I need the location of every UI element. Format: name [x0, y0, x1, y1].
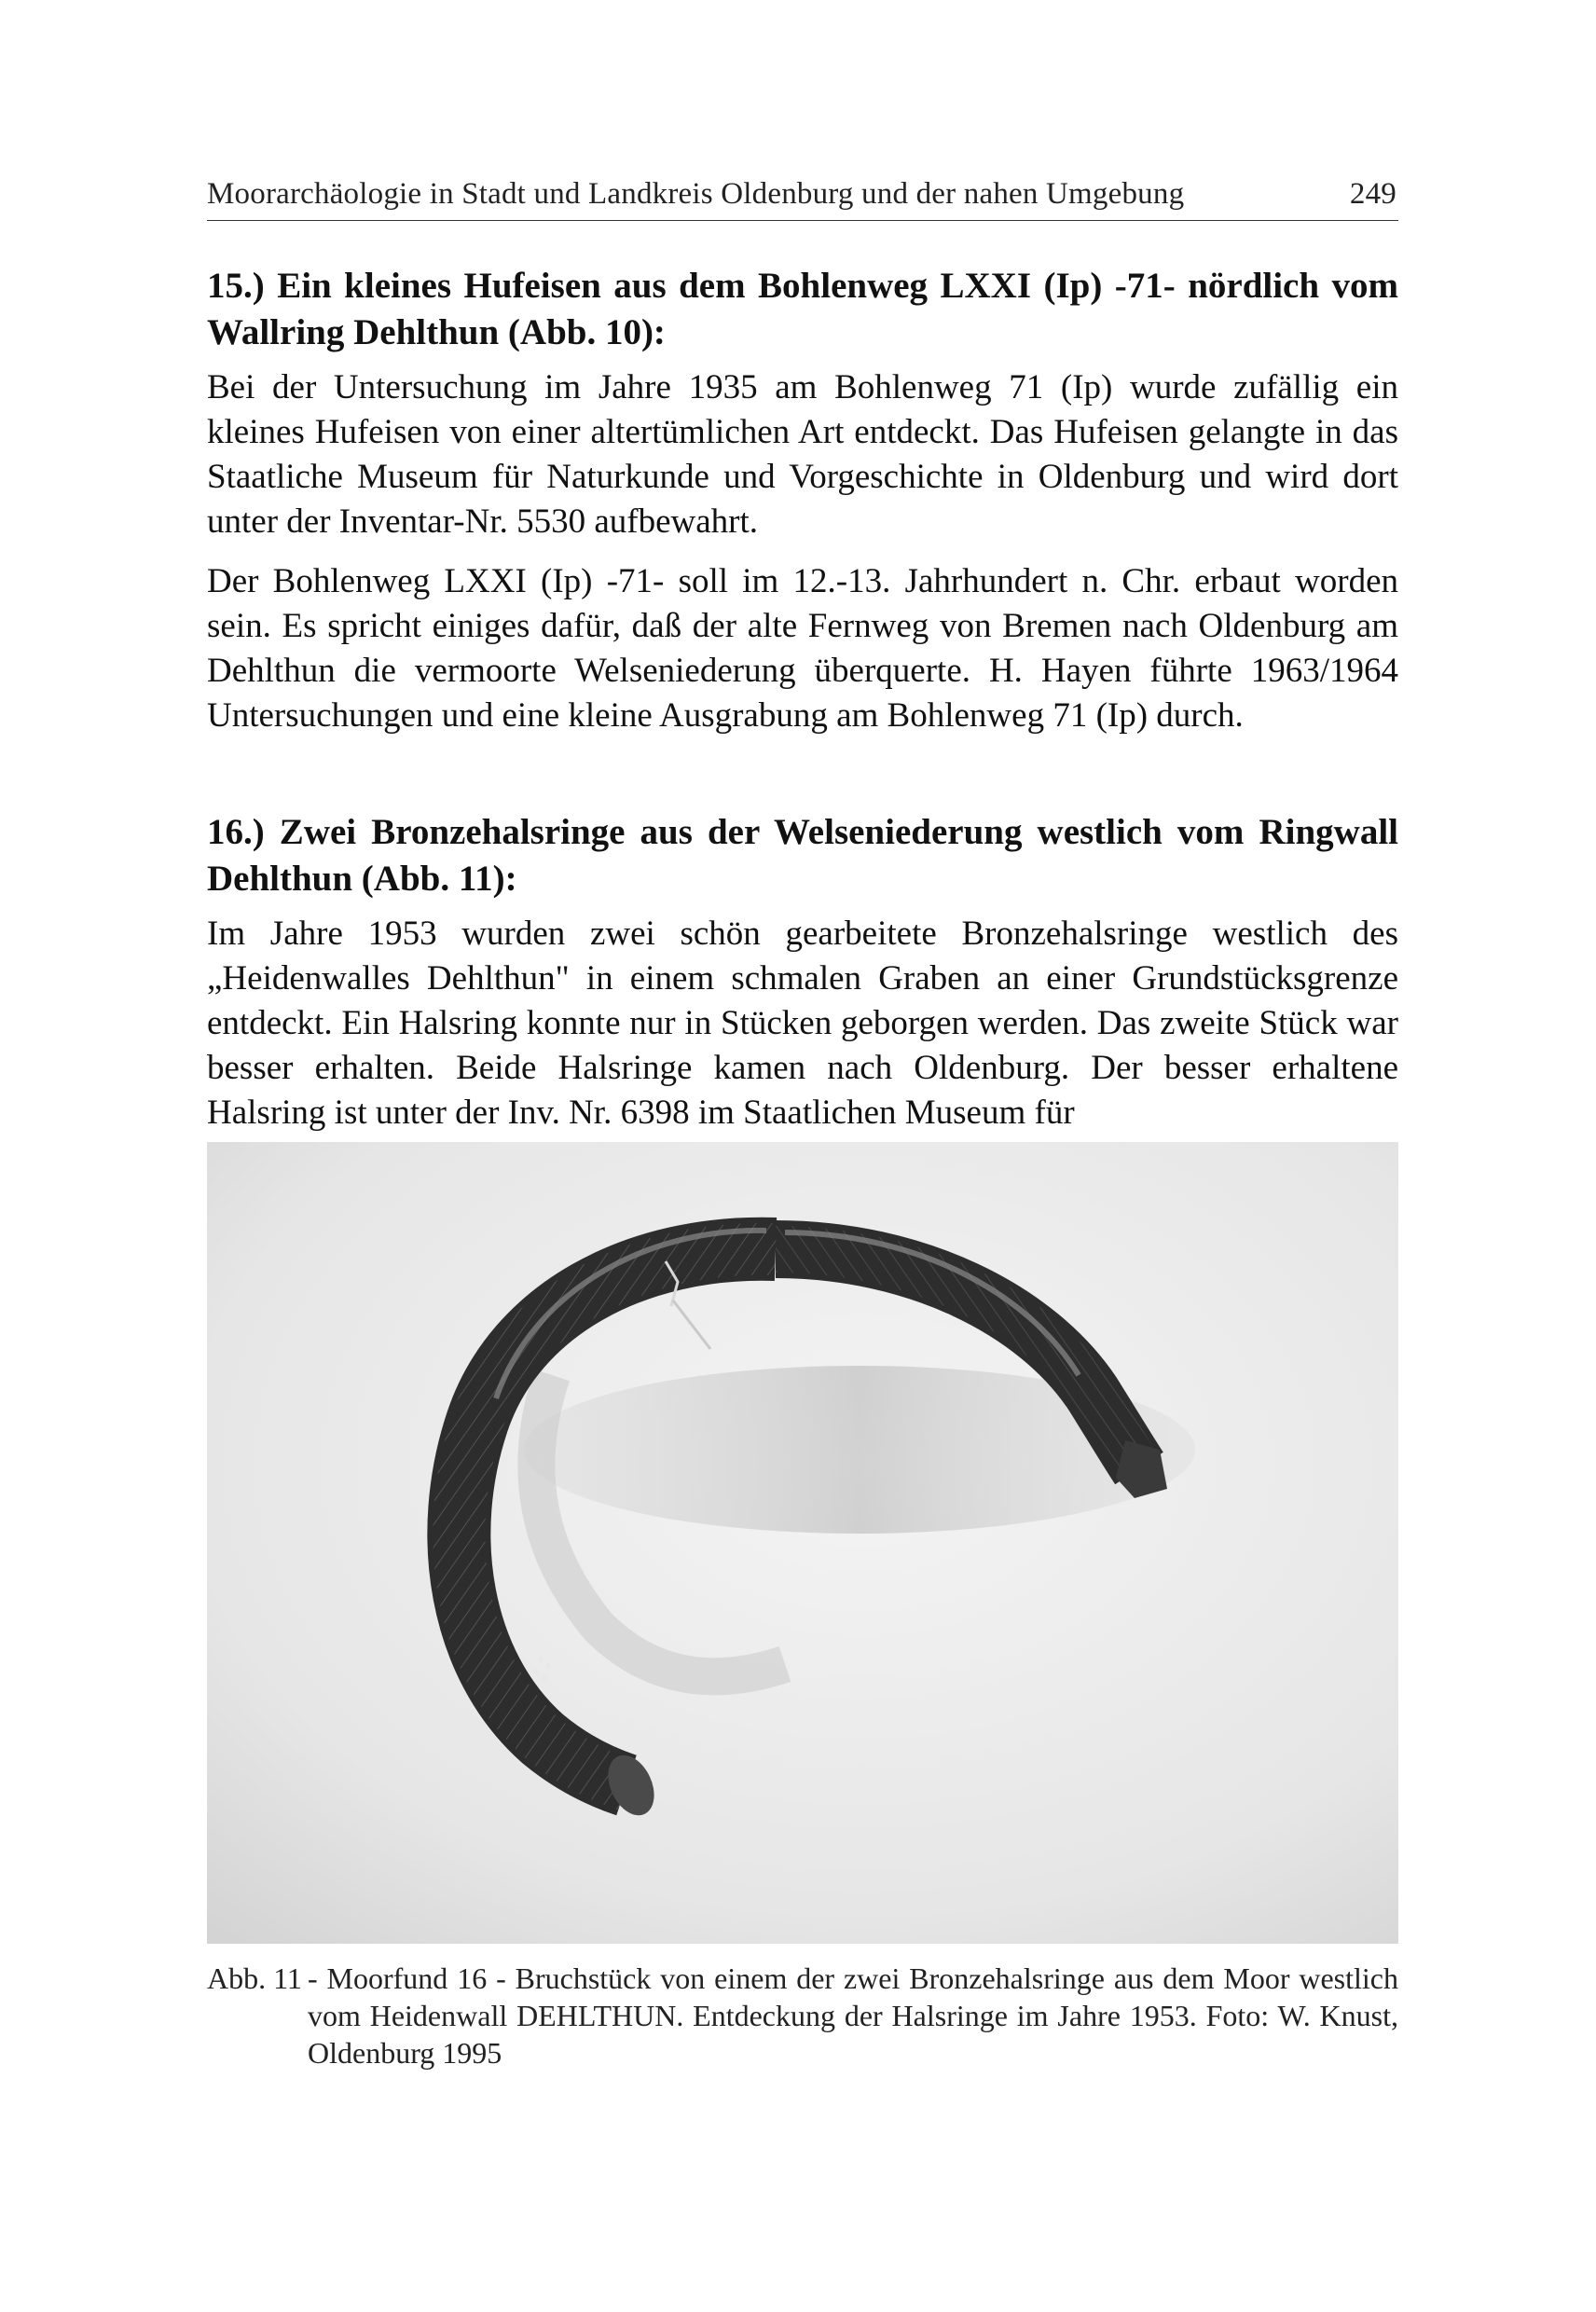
figure-caption	[207, 1960, 1398, 2071]
section-16-heading: 16.) Zwei Bronzehalsringe aus der Welseniederung westlich vom Ringwall Dehlthun (Abb. 11):	[207, 812, 1398, 899]
running-title: Moorarchäologie in Stadt und Landkreis Oldenburg und der nahen Umgebung	[207, 177, 1185, 211]
running-header	[207, 177, 1398, 221]
section-15-paragraph-2: Der Bohlenweg LXXI (Ip) -71- soll im 12.-13. Jahrhundert n. Chr. erbaut worden sein. Es spricht einiges dafür, daß der alte Fernweg von Bremen nach Oldenburg am Dehlthun die vermoorte Welseniederung überquerte. H. Hayen führte 1963/1964 Untersuchungen und eine kleine Ausgrabung am Bohlenweg 71 (Ip) durch.	[207, 562, 1398, 735]
figure-photo-bronze-neck-ring	[207, 1142, 1398, 1944]
figure-caption-text: - Moorfund 16 - Bruchstück von einem der zwei Bronzehalsringe aus dem Moor westlich vom Heidenwall DEHLTHUN. Entdeckung der Halsringe im Jahre 1953. Foto: W. Knust, Oldenburg 1995	[308, 1961, 1398, 2070]
section-16-paragraph-1: Im Jahre 1953 wurden zwei schön gearbeitete Bronzehalsringe westlich des „Heidenwalles Dehlthun" in einem schmalen Graben an einer Grundstücksgrenze entdeckt. Ein Halsring konnte nur in Stücken geborgen werden. Das zweite Stück war besser erhalten. Beide Halsringe kamen nach Oldenburg. Der besser erhaltene Halsring ist unter der Inv. Nr. 6398 im Staatlichen Museum für	[207, 915, 1398, 1132]
section-15	[207, 263, 1398, 738]
section-15-paragraph-1: Bei der Untersuchung im Jahre 1935 am Bohlenweg 71 (Ip) wurde zufällig ein kleines Hufeisen von einer altertümlichen Art entdeckt. Das Hufeisen gelangte in das Staatliche Museum für Naturkunde und Vorgeschichte in Oldenburg und wird dort unter der Inventar-Nr. 5530 aufbewahrt.	[207, 368, 1398, 541]
section-15-heading: 15.) Ein kleines Hufeisen aus dem Bohlenweg LXXI (Ip) -71- nördlich vom Wallring Dehlthun (Abb. 10):	[207, 266, 1398, 352]
page-number: 249	[1349, 177, 1396, 211]
section-16	[207, 809, 1398, 1135]
bronze-neck-ring-photo	[207, 1142, 1398, 1944]
book-page	[207, 0, 1398, 2312]
figure-label: Abb. 11	[207, 1961, 302, 1995]
